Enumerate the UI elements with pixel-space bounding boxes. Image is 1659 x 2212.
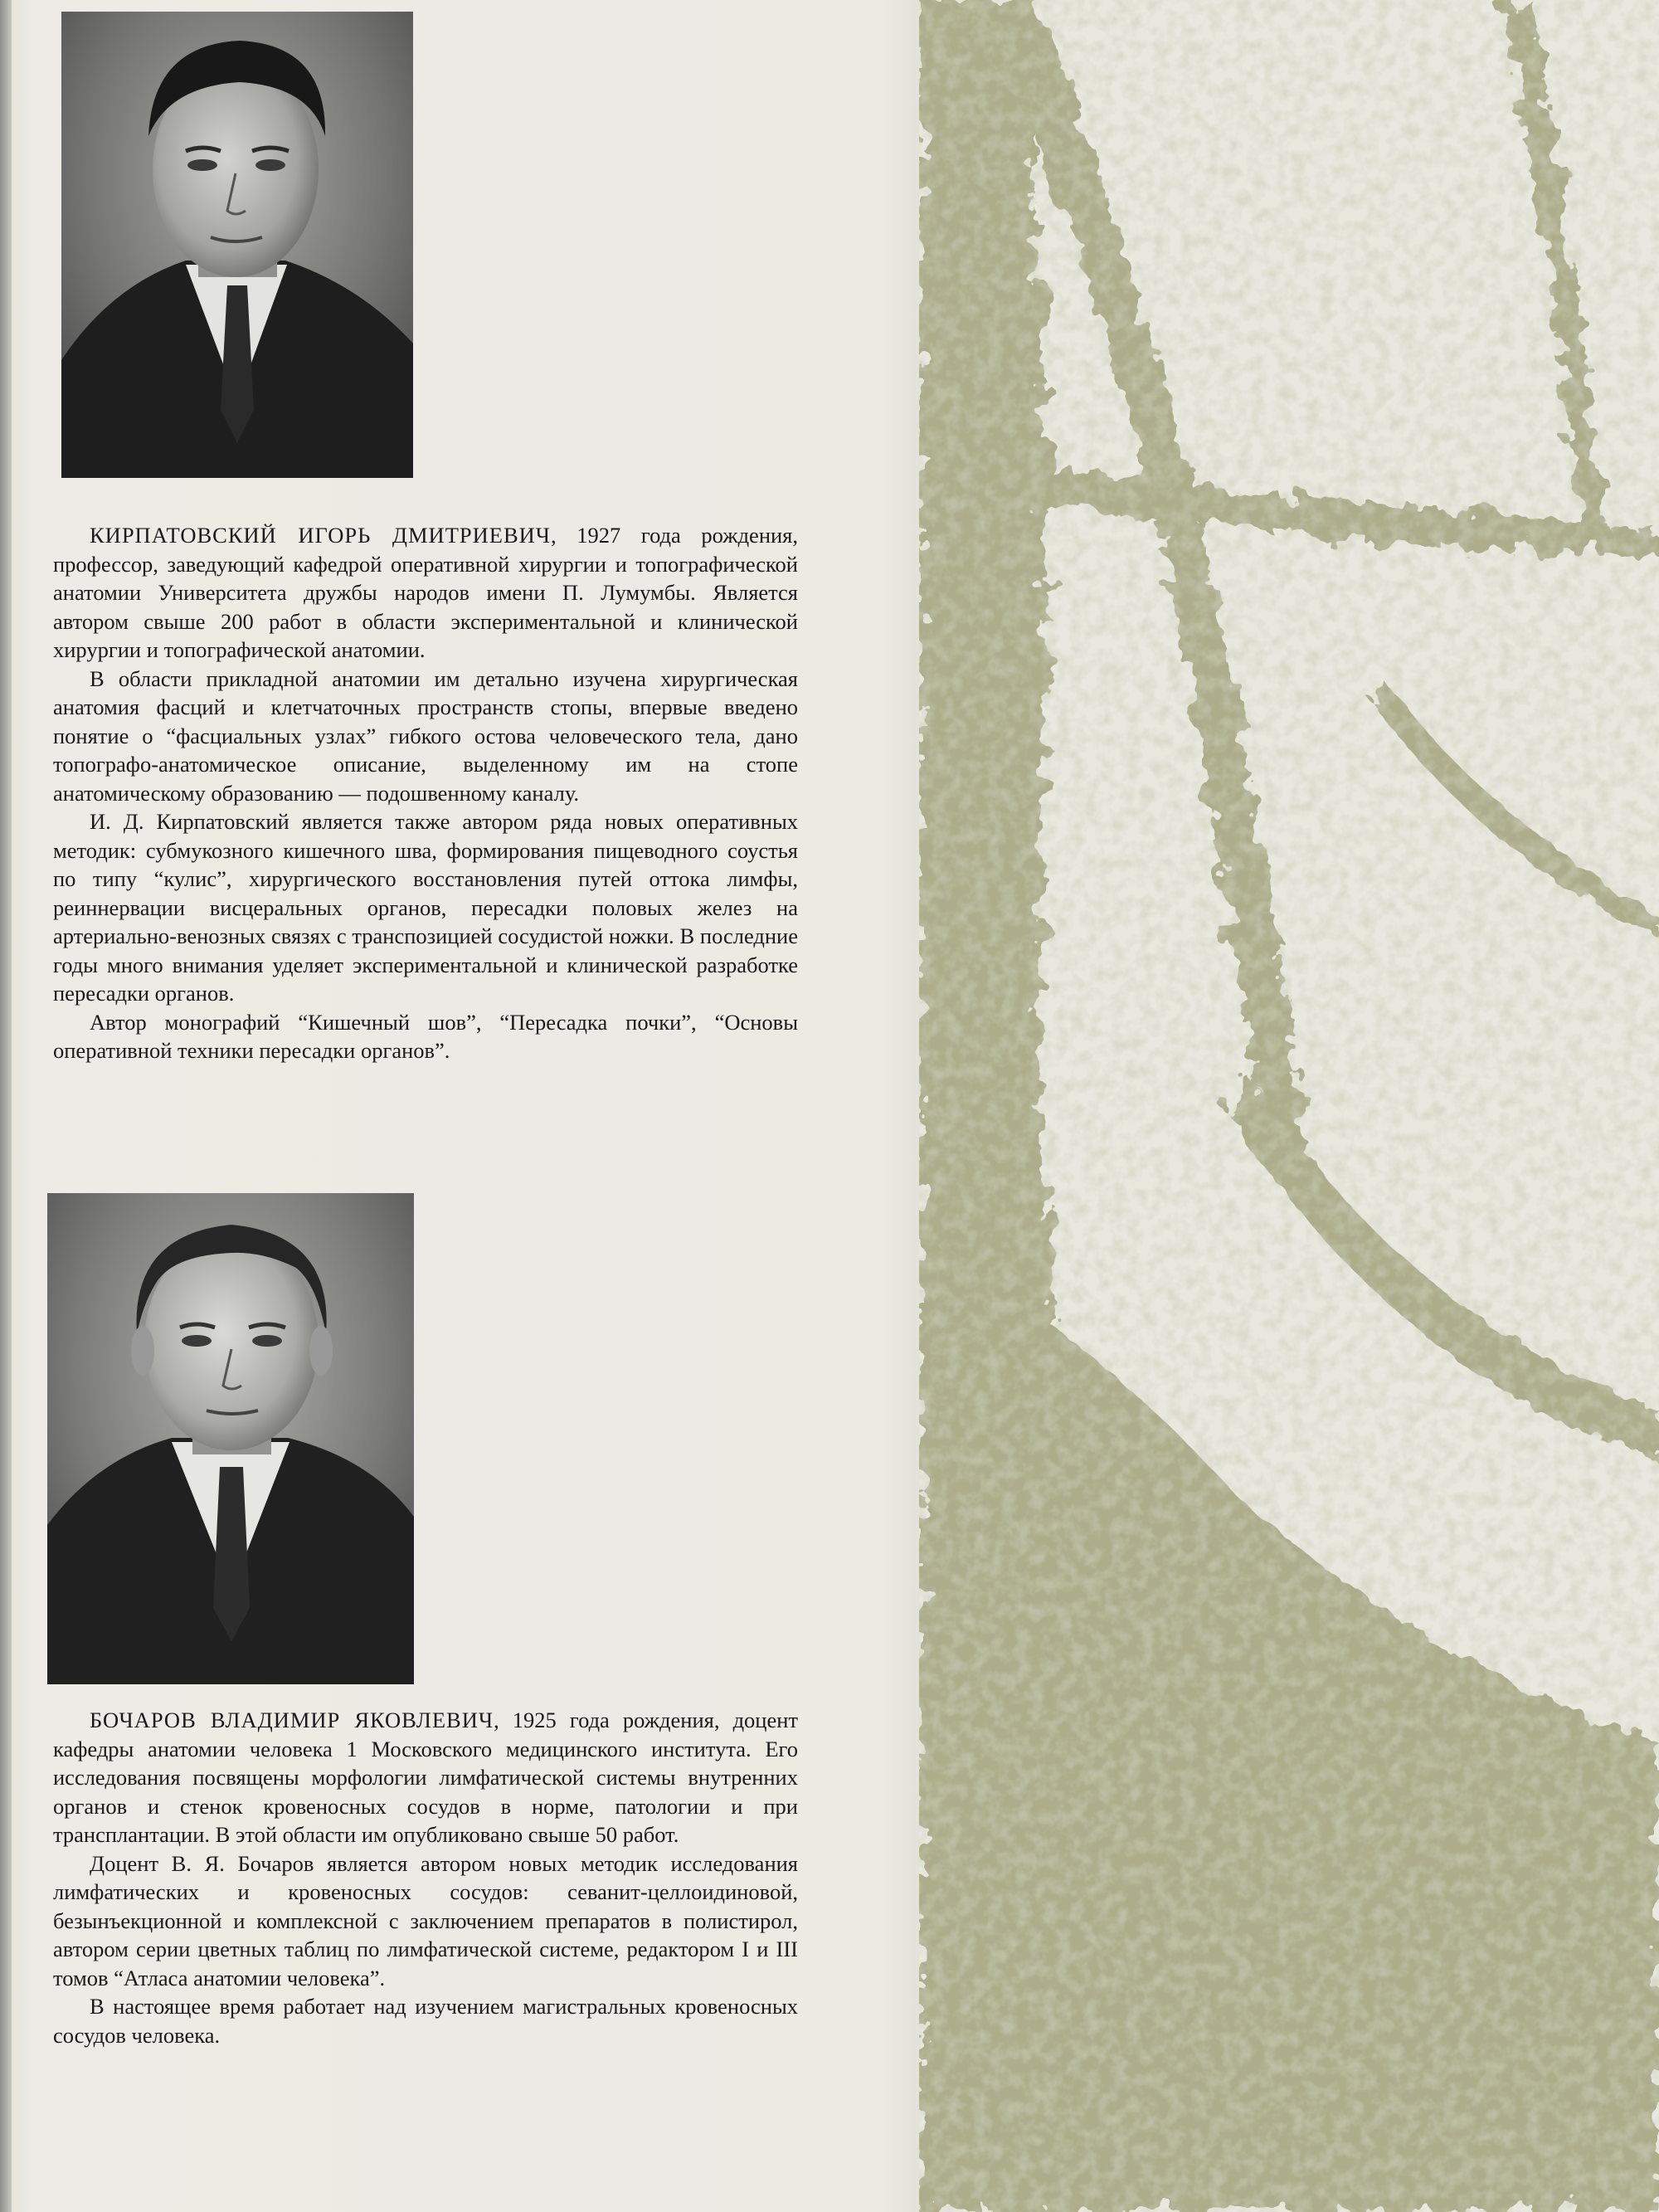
portrait-bocharov (47, 1193, 414, 1684)
olive-texture-illustration (919, 0, 1659, 2212)
bio-paragraph: И. Д. Кирпатовский является также автором ряда новых оперативных методик: субмукозного кишечного шва, формирования пищеводного соустья по типу “кулис”, хирургического восстановления путей оттока лимфы, реиннервации висцеральных органов, пересадки половых желез на артериально-венозных связях с транспозицией сосудистой ножки. В последние годы много внимания уделяет экспериментальной и клинической разработке пересадки органов. (53, 809, 798, 1006)
bio-paragraph: , 1925 года рождения, доцент кафедры анатомии человека 1 Московского медицинского института. Его исследования посвящены морфологии лимфатической системы внутренних органов и стенок кровеносных сосудов в норме, патологии и при трансплантации. В этой области им опубликовано свыше 50 работ. (53, 1708, 799, 1847)
portrait-kirpatovsky (61, 12, 413, 478)
page-edge (0, 0, 12, 2212)
person-name: КИРПАТОВСКИЙ ИГОРЬ ДМИТРИЕВИЧ (90, 523, 551, 548)
biography-bocharov (53, 1706, 798, 2049)
bio-paragraph: Автор монографий “Кишечный шов”, “Пересадка почки”, “Основы оперативной техники пересадки органов”. (53, 1009, 798, 1063)
bio-paragraph: В настоящее время работает над изучением магистральных кровеносных сосудов человека. (53, 1994, 798, 2048)
bio-paragraph: Доцент В. Я. Бочаров является автором новых методик исследования лимфатических и кровеносных сосудов: севанит-целлоидиновой, безынъекционной и комплексной с заключением препаратов в полистирол, автором серии цветных таблиц по лимфатической системе, редактором I и III томов “Атласа анатомии человека”. (53, 1850, 798, 1990)
decorative-texture-page (919, 0, 1659, 2212)
person-name: БОЧАРОВ ВЛАДИМИР ЯКОВЛЕВИЧ (90, 1708, 494, 1732)
bio-paragraph: В области прикладной анатомии им детально изучена хирургическая анатомия фасций и клетчаточных пространств стопы, впервые введено понятие о “фасциальных узлах” гибкого остова человеческого тела, дано топографо-анатомическое описание, выделенному им на стопе анатомическому образованию — подошвенному каналу. (53, 665, 798, 806)
bio-paragraph: , 1927 года рождения, профессор, заведующий кафедрой оперативной хирургии и топографической анатомии Университета дружбы народов имени П. Лумумбы. Является автором свыше 200 работ в области экспериментальной и клинической хирургии и топографической анатомии. (53, 523, 798, 662)
biography-kirpatovsky (53, 521, 798, 1065)
